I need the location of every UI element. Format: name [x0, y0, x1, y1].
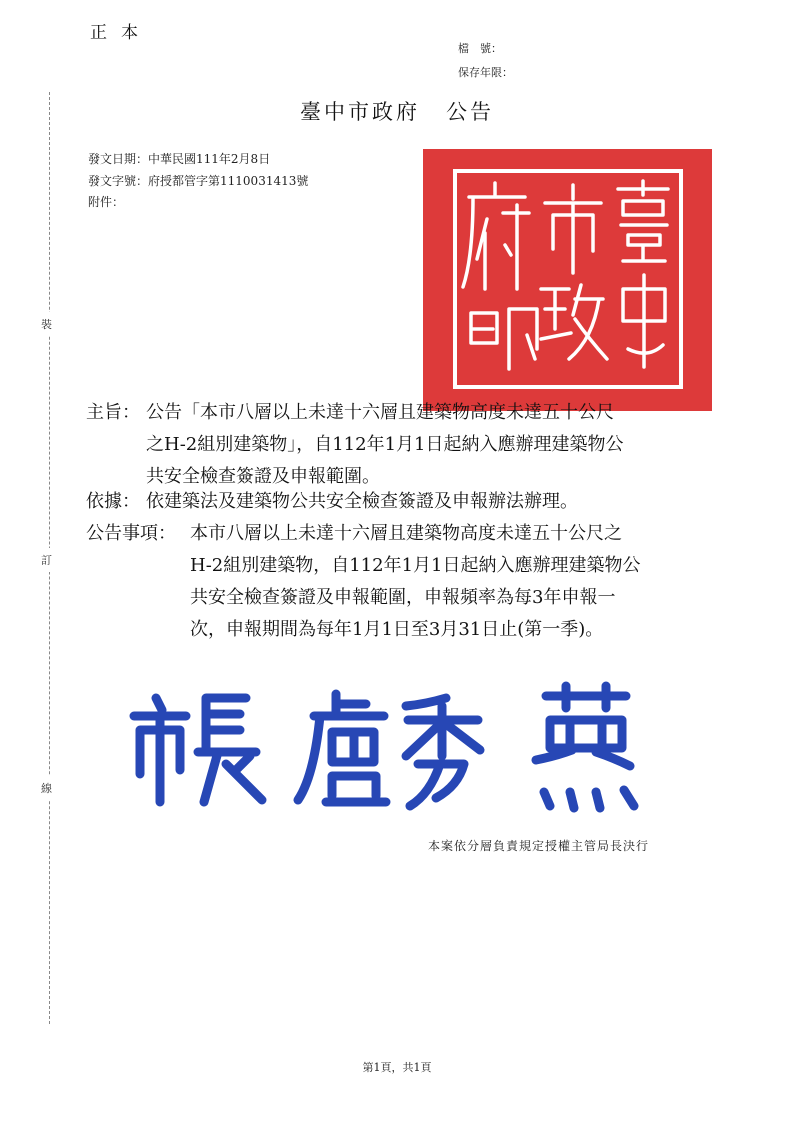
announcement-line-1: 本市八層以上未達十六層且建築物高度未達五十公尺之	[190, 523, 622, 544]
announcement-line-2: H-2組別建築物，自112年1月1日起納入應辦理建築物公	[190, 555, 641, 576]
subject-line-1: 公告「本市八層以上未達十六層且建築物高度未達五十公尺	[146, 402, 614, 423]
copy-mark: 正本	[90, 23, 152, 43]
binding-mark-1: 裝	[41, 312, 52, 336]
basis-label: 依據：	[86, 491, 140, 512]
reference-number-label: 發文字號：	[88, 174, 149, 188]
document-type: 公告	[446, 100, 494, 124]
seal-glyphs	[423, 149, 712, 411]
retention-label: 保存年限：	[458, 66, 513, 79]
reference-number-line	[88, 172, 308, 189]
subject-label: 主旨：	[86, 402, 140, 423]
issue-date-value: 中華民國111年2月8日	[148, 152, 271, 166]
basis-line-1: 依建築法及建築物公共安全檢查簽證及申報辦法辦理。	[146, 491, 578, 512]
subject-line-2: 之H-2組別建築物」，自112年1月1日起納入應辦理建築物公	[146, 434, 624, 455]
file-number-label: 檔 號：	[458, 42, 502, 55]
subject-line-3: 共安全檢查簽證及申報範圍。	[146, 466, 380, 487]
issue-date-label: 發文日期：	[88, 152, 149, 166]
announcement-line-3: 共安全檢查簽證及申報範圍，申報頻率為每3年申報一	[190, 587, 616, 608]
signature-glyphs	[126, 680, 666, 820]
file-number-field	[458, 40, 502, 56]
document-title	[0, 96, 794, 126]
retention-field	[458, 64, 513, 80]
basis-body	[146, 486, 578, 518]
issue-date-line	[88, 150, 270, 167]
attachment-line	[88, 193, 124, 210]
agency-name: 臺中市政府	[300, 100, 420, 124]
delegation-note: 本案依分層負責規定授權主管局長決行	[428, 839, 650, 853]
binding-mark-2: 訂	[41, 548, 52, 572]
official-seal	[423, 149, 712, 411]
mayor-signature-stamp	[126, 680, 666, 820]
page-number: 第1頁，共1頁	[362, 1061, 432, 1074]
attachment-label: 附件：	[88, 195, 125, 209]
announcement-label: 公告事項：	[86, 523, 176, 544]
binding-mark-3: 線	[41, 776, 52, 800]
announcement-line-4: 次，申報期間為每年1月1日至3月31日止(第一季)。	[190, 619, 604, 640]
announcement-body	[190, 518, 641, 646]
reference-number-value: 府授都管字第1110031413號	[148, 174, 309, 188]
subject-body	[146, 397, 624, 493]
